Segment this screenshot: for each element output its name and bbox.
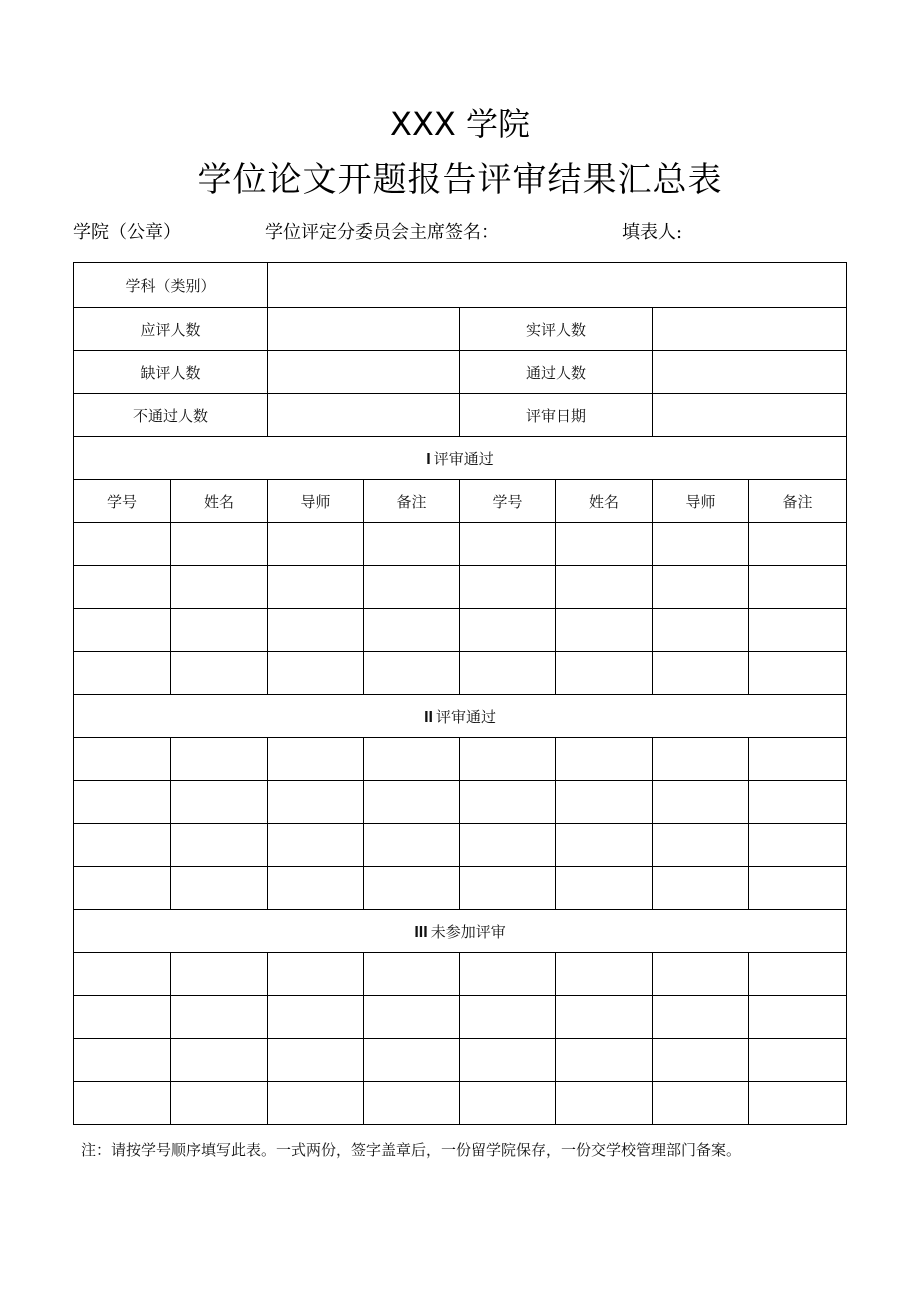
column-header-row (74, 480, 847, 523)
expected-count-label: 应评人数 (74, 308, 268, 351)
col-header-name: 姓名 (171, 480, 268, 523)
blank-cell[interactable] (749, 738, 847, 781)
blank-cell[interactable] (171, 1082, 268, 1125)
blank-cell[interactable] (653, 609, 749, 652)
blank-cell[interactable] (556, 652, 653, 695)
blank-cell[interactable] (653, 781, 749, 824)
blank-cell[interactable] (749, 824, 847, 867)
table-row (74, 1082, 847, 1125)
blank-cell[interactable] (268, 1082, 364, 1125)
section-numeral: III (414, 923, 428, 941)
blank-cell[interactable] (268, 1039, 364, 1082)
actual-count-cell[interactable] (653, 308, 847, 351)
col-header-name: 姓名 (556, 480, 653, 523)
table-row (74, 1039, 847, 1082)
blank-cell[interactable] (460, 953, 556, 996)
blank-cell[interactable] (74, 1082, 171, 1125)
blank-cell[interactable] (171, 738, 268, 781)
blank-cell[interactable] (74, 738, 171, 781)
table-row (74, 738, 847, 781)
section-label: 评审通过 (433, 449, 494, 468)
blank-cell[interactable] (171, 609, 268, 652)
blank-cell[interactable] (171, 652, 268, 695)
blank-cell[interactable] (364, 609, 460, 652)
blank-cell[interactable] (749, 953, 847, 996)
blank-cell[interactable] (74, 867, 171, 910)
blank-cell[interactable] (653, 953, 749, 996)
section-numeral: II (424, 708, 433, 726)
blank-cell[interactable] (460, 652, 556, 695)
blank-cell[interactable] (460, 609, 556, 652)
blank-cell[interactable] (653, 523, 749, 566)
blank-cell[interactable] (460, 781, 556, 824)
table-row (74, 523, 847, 566)
blank-cell[interactable] (556, 523, 653, 566)
blank-cell[interactable] (749, 609, 847, 652)
blank-cell[interactable] (749, 566, 847, 609)
blank-cell[interactable] (171, 781, 268, 824)
absent-count-label: 缺评人数 (74, 351, 268, 394)
subject-value-cell[interactable] (268, 263, 847, 308)
footnote: 注：请按学号顺序填写此表。一式两份，签字盖章后，一份留学院保存，一份交学校管理部门备案。 (81, 1141, 742, 1159)
blank-cell[interactable] (171, 824, 268, 867)
review-date-cell[interactable] (653, 394, 847, 437)
review-results-table (73, 262, 847, 1125)
blank-cell[interactable] (460, 867, 556, 910)
blank-cell[interactable] (749, 781, 847, 824)
blank-cell[interactable] (364, 566, 460, 609)
blank-cell[interactable] (556, 953, 653, 996)
table-row (74, 781, 847, 824)
failed-count-label: 不通过人数 (74, 394, 268, 437)
blank-cell[interactable] (74, 523, 171, 566)
blank-cell[interactable] (364, 996, 460, 1039)
blank-cell[interactable] (171, 996, 268, 1039)
blank-cell[interactable] (556, 1039, 653, 1082)
blank-cell[interactable] (364, 652, 460, 695)
col-header-student-id: 学号 (460, 480, 556, 523)
blank-cell[interactable] (268, 996, 364, 1039)
blank-cell[interactable] (364, 781, 460, 824)
blank-cell[interactable] (653, 867, 749, 910)
blank-cell[interactable] (749, 1082, 847, 1125)
blank-cell[interactable] (171, 566, 268, 609)
blank-cell[interactable] (364, 824, 460, 867)
blank-cell[interactable] (364, 1039, 460, 1082)
blank-cell[interactable] (556, 867, 653, 910)
blank-cell[interactable] (460, 996, 556, 1039)
blank-cell[interactable] (460, 824, 556, 867)
blank-cell[interactable] (556, 996, 653, 1039)
expected-actual-row (74, 308, 847, 351)
table-row (74, 609, 847, 652)
review-date-label: 评审日期 (460, 394, 653, 437)
blank-cell[interactable] (268, 953, 364, 996)
blank-cell[interactable] (653, 1039, 749, 1082)
section-label: 未参加评审 (430, 922, 506, 941)
blank-cell[interactable] (749, 652, 847, 695)
section-numeral: I (426, 450, 431, 468)
subject-row (74, 263, 847, 308)
blank-cell[interactable] (74, 609, 171, 652)
college-seal-label: 学院（公章） (73, 222, 181, 243)
blank-cell[interactable] (653, 566, 749, 609)
blank-cell[interactable] (556, 781, 653, 824)
blank-cell[interactable] (749, 996, 847, 1039)
failed-date-row (74, 394, 847, 437)
blank-cell[interactable] (556, 566, 653, 609)
blank-cell[interactable] (268, 867, 364, 910)
table-row (74, 953, 847, 996)
blank-cell[interactable] (364, 1082, 460, 1125)
absent-count-cell[interactable] (268, 351, 460, 394)
blank-cell[interactable] (171, 1039, 268, 1082)
table-row (74, 867, 847, 910)
absent-passed-row (74, 351, 847, 394)
form-filler-label: 填表人: (622, 222, 683, 243)
col-header-remarks: 备注 (749, 480, 847, 523)
blank-cell[interactable] (268, 523, 364, 566)
blank-cell[interactable] (653, 1082, 749, 1125)
blank-cell[interactable] (268, 652, 364, 695)
passed-count-cell[interactable] (653, 351, 847, 394)
blank-cell[interactable] (653, 824, 749, 867)
blank-cell[interactable] (460, 1039, 556, 1082)
blank-cell[interactable] (556, 609, 653, 652)
blank-cell[interactable] (171, 953, 268, 996)
table-row (74, 996, 847, 1039)
blank-cell[interactable] (74, 1039, 171, 1082)
blank-cell[interactable] (653, 738, 749, 781)
blank-cell[interactable] (556, 738, 653, 781)
blank-cell[interactable] (268, 824, 364, 867)
blank-cell[interactable] (364, 738, 460, 781)
blank-cell[interactable] (74, 566, 171, 609)
blank-cell[interactable] (74, 652, 171, 695)
col-header-advisor: 导师 (653, 480, 749, 523)
subject-label: 学科（类别） (74, 263, 268, 308)
table-row (74, 824, 847, 867)
blank-cell[interactable] (364, 953, 460, 996)
section-header-2 (74, 695, 847, 738)
actual-count-label: 实评人数 (460, 308, 653, 351)
blank-cell[interactable] (171, 523, 268, 566)
blank-cell[interactable] (268, 566, 364, 609)
blank-cell[interactable] (460, 523, 556, 566)
blank-cell[interactable] (74, 996, 171, 1039)
col-header-remarks: 备注 (364, 480, 460, 523)
college-title: XXX 学院 (390, 105, 530, 143)
section-label: 评审通过 (435, 707, 496, 726)
blank-cell[interactable] (74, 824, 171, 867)
col-header-student-id: 学号 (74, 480, 171, 523)
blank-cell[interactable] (364, 523, 460, 566)
form-title: 学位论文开题报告评审结果汇总表 (197, 160, 723, 200)
blank-cell[interactable] (749, 523, 847, 566)
blank-cell[interactable] (74, 953, 171, 996)
blank-cell[interactable] (268, 781, 364, 824)
blank-cell[interactable] (749, 867, 847, 910)
blank-cell[interactable] (556, 824, 653, 867)
blank-cell[interactable] (364, 867, 460, 910)
blank-cell[interactable] (653, 996, 749, 1039)
table-row (74, 652, 847, 695)
blank-cell[interactable] (460, 566, 556, 609)
col-header-advisor: 导师 (268, 480, 364, 523)
blank-cell[interactable] (653, 652, 749, 695)
blank-cell[interactable] (556, 1082, 653, 1125)
blank-cell[interactable] (460, 1082, 556, 1125)
blank-cell[interactable] (749, 1039, 847, 1082)
blank-cell[interactable] (460, 738, 556, 781)
blank-cell[interactable] (268, 738, 364, 781)
passed-count-label: 通过人数 (460, 351, 653, 394)
section-header-1 (74, 437, 847, 480)
blank-cell[interactable] (268, 609, 364, 652)
expected-count-cell[interactable] (268, 308, 460, 351)
table-row (74, 566, 847, 609)
blank-cell[interactable] (74, 781, 171, 824)
section-header-3 (74, 910, 847, 953)
blank-cell[interactable] (171, 867, 268, 910)
failed-count-cell[interactable] (268, 394, 460, 437)
chair-signature-label: 学位评定分委员会主席签名： (265, 222, 499, 243)
